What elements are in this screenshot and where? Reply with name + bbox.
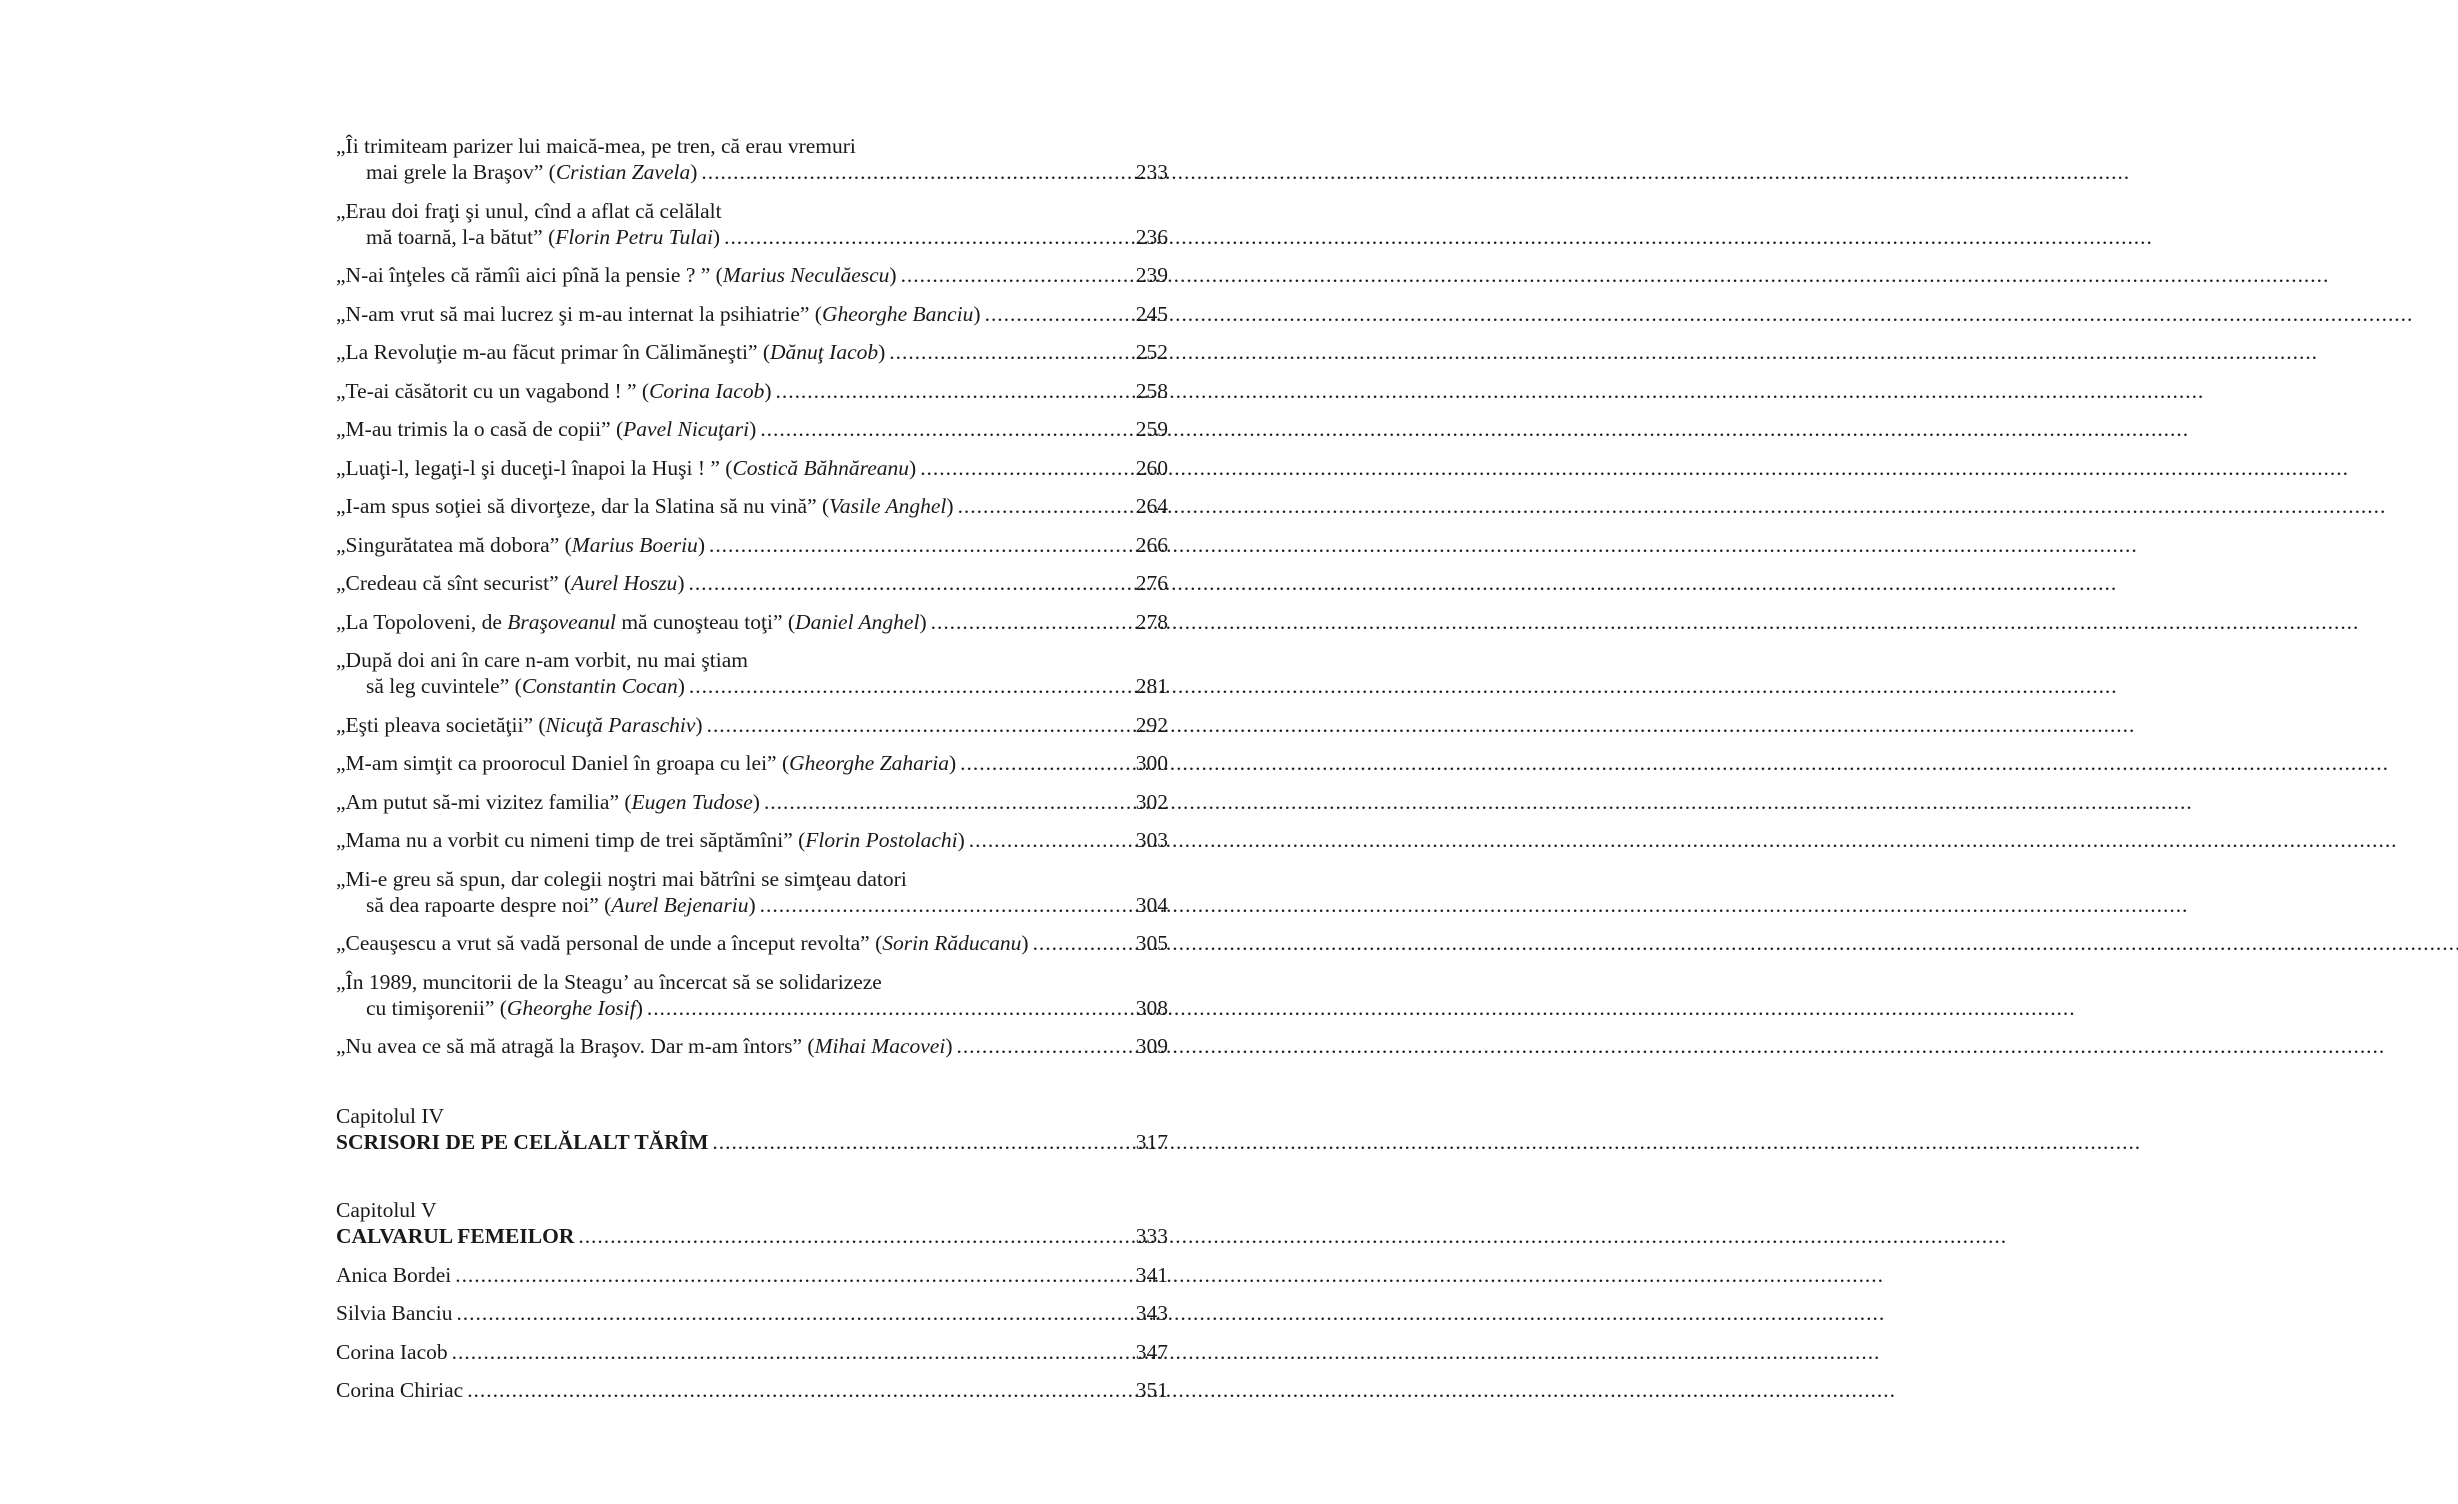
entry-title-line: „Erau doi fraţi şi unul, cînd a aflat că celălalt [336,198,722,223]
entry-person: Sorin Răducanu [882,931,1022,955]
entry-title-line: „După doi ani în care n-am vorbit, nu mai ştiam [336,648,748,672]
toc-entry [336,1300,1168,1326]
leader-dots [647,995,1132,1021]
leader-dots [889,339,1131,365]
leader-dots [578,1223,1131,1249]
toc-entry [336,416,1168,442]
entry-close: ) [697,532,705,557]
entry-quote: „Credeau că sînt securist” ( [336,571,572,595]
entry-line [336,1262,1168,1288]
leader-dots [760,416,1131,442]
page-number: 258 [1135,378,1168,403]
entry-close: ) [946,494,954,518]
entry-person: Mihai Macovei [814,1034,946,1058]
entry-line [336,789,1168,815]
toc-entry [336,455,1168,481]
entry-line [336,1377,1168,1403]
entry-quote: „Singurătatea mă dobora” ( [336,532,572,557]
entry-quote: „Mama nu a vorbit cu nimeni timp de trei săptămîni” ( [336,828,806,852]
entry-name: Anica Bordei [336,1262,452,1287]
entry-line [336,1300,1168,1326]
toc-entry [336,493,1168,519]
entry-line [336,673,1168,699]
page-number: 239 [1135,263,1168,287]
toc-entry [336,647,1168,699]
leader-dots [960,750,1132,776]
entry-quote: „Eşti pleava societăţii” ( [336,712,546,737]
chapter-title: CALVARUL FEMEILOR [336,1224,575,1248]
toc-entry [336,969,1168,1021]
entry-quote: „La Topoloveni, de [336,609,508,634]
entry-person: Pavel Nicuţari [623,417,750,441]
entry-quote: „N-ai înţeles că rămîi aici pînă la pensie ? ” ( [336,263,723,287]
entry-line [336,262,1168,288]
entry-person: Cristian Zavela [555,160,691,184]
entry-person: Vasile Anghel [829,494,947,518]
page-number: 305 [1135,931,1168,955]
toc-entry [336,1262,1168,1288]
page-number: 317 [1135,1130,1168,1154]
entry-quote: să leg cuvintele” ( [366,674,522,698]
entry-quote: mai grele la Braşov” ( [366,160,556,184]
entry-quote: „M-am simţit ca proorocul Daniel în groapa cu lei” ( [336,751,790,775]
leader-dots [920,455,1132,481]
entry-quote: „Luaţi-l, legaţi-l şi duceţi-l înapoi la Huşi ! ” ( [336,455,733,480]
entry-close: ) [919,609,927,634]
entry-quote: cu timişorenii” ( [366,995,507,1020]
entry-line [336,224,1168,250]
entry-line [336,995,1168,1021]
entry-quote-after: mă cunoşteau toţi” ( [615,609,796,634]
entry-close: ) [957,828,965,852]
entry-quote: „I-am spus soţiei să divorţeze, dar la Slatina să nu vină” ( [336,494,830,518]
entry-close: ) [949,751,957,775]
toc-entry [336,1339,1168,1365]
entry-name: Corina Iacob [336,1339,448,1364]
entry-person: Aurel Hoszu [571,571,678,595]
leader-dots [452,1339,1132,1365]
entry-person: Corina Iacob [649,378,765,403]
entry-person: Eugen Tudose [631,789,753,814]
entry-close: ) [889,263,897,287]
entry-person: Gheorghe Zaharia [789,751,949,775]
leader-dots [467,1377,1132,1403]
entry-close: ) [752,789,760,814]
entry-close: ) [748,892,756,917]
page-number: 266 [1135,532,1168,557]
chapter-label: Capitolul V [336,1198,437,1222]
chapter-5 [336,1197,1168,1249]
entry-close: ) [909,455,917,480]
entry-quote: „Te-ai căsătorit cu un vagabond ! ” ( [336,378,650,403]
page-number: 341 [1135,1262,1168,1287]
page-number: 300 [1135,751,1168,775]
entry-quote: să dea rapoarte despre noi” ( [366,892,612,917]
entry-quote-italic: Braşoveanul [507,609,616,634]
leader-dots [901,262,1132,288]
leader-dots [764,789,1132,815]
page-number: 303 [1135,828,1168,852]
toc-entry [336,378,1168,404]
entry-person: Costică Băhnăreanu [732,455,910,480]
page-number: 292 [1135,712,1168,737]
leader-dots [688,570,1131,596]
leader-dots [701,159,1131,185]
leader-dots [455,1262,1132,1288]
entry-line [336,1033,1168,1059]
leader-dots [712,1129,1131,1155]
entry-person: Daniel Anghel [795,609,920,634]
entry-close: ) [945,1034,953,1058]
leader-dots [689,673,1132,699]
entry-quote: mă toarnă, l-a bătut” ( [366,224,556,249]
entry-name: Silvia Banciu [336,1301,453,1325]
entry-person: Marius Neculăescu [722,263,890,287]
toc-entry [336,133,1168,185]
leader-dots [985,301,1132,327]
leader-dots [709,532,1132,558]
entry-close: ) [695,712,703,737]
entry-line [336,827,1168,853]
entry-quote: „La Revoluţie m-au făcut primar în Călimăneşti” ( [336,340,771,364]
toc-entry [336,930,1168,956]
entry-close: ) [764,378,772,403]
entry-quote: „N-am vrut să mai lucrez şi m-au internat la psihiatrie” ( [336,301,822,326]
leader-dots [776,378,1132,404]
leader-dots [956,1033,1131,1059]
leader-dots [707,712,1132,738]
entry-person: Gheorghe Iosif [506,995,636,1020]
entry-close: ) [677,674,685,698]
entry-person: Gheorghe Banciu [821,301,974,326]
entry-close: ) [677,571,685,595]
toc-entry [336,609,1168,635]
entry-line [336,1339,1168,1365]
toc-entry [336,301,1168,327]
entry-line [336,301,1168,327]
entry-close: ) [749,417,757,441]
page-number: 233 [1135,160,1168,184]
entry-close: ) [690,160,698,184]
leader-dots [724,224,1132,250]
entry-quote: „Ceauşescu a vrut să vadă personal de unde a început revolta” ( [336,931,883,955]
toc-entry [336,262,1168,288]
page-number: 343 [1135,1301,1168,1325]
page-number: 333 [1135,1224,1168,1248]
entry-line [336,339,1168,365]
page-number: 281 [1135,674,1168,698]
page-number: 259 [1135,417,1168,441]
leader-dots [760,892,1132,918]
entry-person: Florin Petru Tulai [555,224,713,249]
entry-close: ) [973,301,981,326]
chapter-title: SCRISORI DE PE CELĂLALT TĂRÎM [336,1130,709,1154]
page-number: 236 [1135,224,1168,249]
toc-entry [336,866,1168,918]
entry-line [336,712,1168,738]
toc-entry [336,570,1168,596]
entry-person: Florin Postolachi [805,828,958,852]
entry-person: Constantin Cocan [521,674,678,698]
entry-title-line: „Mi-e greu să spun, dar colegii noştri mai bătrîni se simţeau datori [336,866,907,891]
leader-dots [1033,930,1132,956]
page-number: 276 [1135,571,1168,595]
entry-line [336,892,1168,918]
entry-line [336,159,1168,185]
toc-entry [336,339,1168,365]
page-number: 308 [1135,995,1168,1020]
toc-entry [336,750,1168,776]
entry-line [336,750,1168,776]
entry-person: Aurel Bejenariu [611,892,749,917]
toc-entry [336,712,1168,738]
toc-entry [336,827,1168,853]
toc-entry [336,198,1168,250]
toc-entry [336,789,1168,815]
chapter-title-line [336,1223,1168,1249]
page-number: 260 [1135,455,1168,480]
page-number: 264 [1135,494,1168,518]
entry-line [336,493,1168,519]
leader-dots [958,493,1132,519]
leader-dots [969,827,1132,853]
entry-close: ) [635,995,643,1020]
toc-entry [336,1033,1168,1059]
page-number: 278 [1135,609,1168,634]
chapter-label: Capitolul IV [336,1104,445,1128]
entry-quote: „Am putut să-mi vizitez familia” ( [336,789,632,814]
toc-entry [336,1377,1168,1403]
page-number: 252 [1135,340,1168,364]
page-number: 309 [1135,1034,1168,1058]
toc-entry [336,532,1168,558]
women-list [336,1262,1168,1404]
entry-title-line: „Îi trimiteam parizer lui maică-mea, pe tren, că erau vremuri [336,134,856,158]
leader-dots [931,609,1132,635]
entry-line [336,378,1168,404]
entry-quote: „Nu avea ce să mă atragă la Braşov. Dar m-am întors” ( [336,1034,815,1058]
page-number: 304 [1135,892,1168,917]
entry-person: Nicuţă Paraschiv [545,712,696,737]
entry-line [336,930,1168,956]
entry-line [336,532,1168,558]
entry-name: Corina Chiriac [336,1378,464,1402]
page-number: 351 [1135,1378,1168,1402]
table-of-contents [336,133,1168,1403]
entry-quote: „M-au trimis la o casă de copii” ( [336,417,624,441]
entry-close: ) [1021,931,1029,955]
entry-person: Marius Boeriu [571,532,698,557]
chapter-4 [336,1103,1168,1155]
entry-line [336,416,1168,442]
entry-person: Dănuţ Iacob [770,340,879,364]
chapter-title-line [336,1129,1168,1155]
entry-close: ) [878,340,886,364]
page-number: 347 [1135,1339,1168,1364]
entry-line [336,609,1168,635]
page-number: 302 [1135,789,1168,814]
entry-line [336,570,1168,596]
page-number: 245 [1135,301,1168,326]
entry-line [336,455,1168,481]
entry-close: ) [712,224,721,249]
leader-dots [456,1300,1131,1326]
entry-title-line: „În 1989, muncitorii de la Steagu’ au încercat să se solidarizeze [336,969,882,994]
